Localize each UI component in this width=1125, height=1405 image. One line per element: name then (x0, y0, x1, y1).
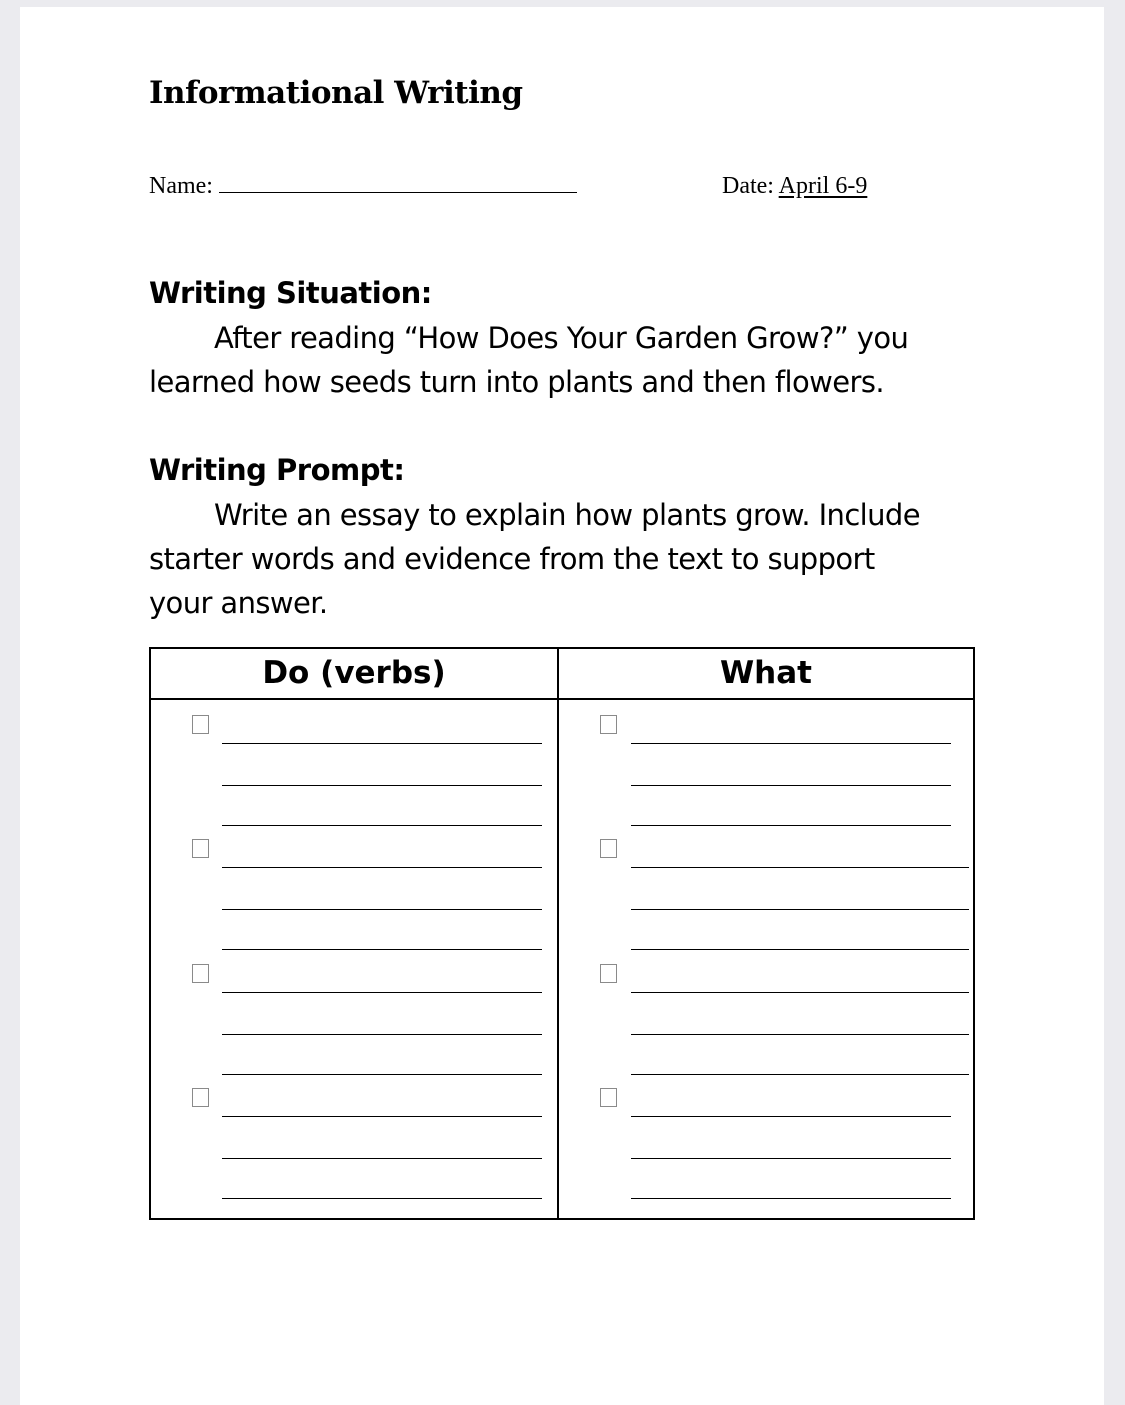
writing-situation-heading: Writing Situation: (149, 276, 432, 310)
what-answer-line[interactable] (631, 1034, 969, 1035)
do-answer-line[interactable] (222, 825, 542, 826)
what-checkbox-4[interactable] (600, 1088, 617, 1107)
what-answer-line[interactable] (631, 1158, 951, 1159)
do-answer-line[interactable] (222, 1198, 542, 1199)
what-checkbox-2[interactable] (600, 839, 617, 858)
prompt-line-1: Write an essay to explain how plants grow. Include (214, 498, 920, 532)
name-blank-line[interactable] (219, 174, 577, 193)
header-divider (151, 698, 973, 700)
what-answer-line[interactable] (631, 867, 969, 868)
do-answer-line[interactable] (222, 867, 542, 868)
what-answer-line[interactable] (631, 1074, 969, 1075)
what-answer-line[interactable] (631, 743, 951, 744)
situation-line-2: learned how seeds turn into plants and then flowers. (149, 365, 884, 399)
do-answer-line[interactable] (222, 1034, 542, 1035)
name-field (149, 173, 577, 200)
do-answer-line[interactable] (222, 785, 542, 786)
what-answer-line[interactable] (631, 1198, 951, 1199)
date-label: Date: (722, 173, 774, 199)
what-answer-line[interactable] (631, 992, 969, 993)
what-column-header: What (719, 655, 812, 691)
do-answer-line[interactable] (222, 992, 542, 993)
prompt-line-2: starter words and evidence from the text to support (149, 542, 875, 576)
do-answer-line[interactable] (222, 743, 542, 744)
writing-prompt-text (149, 493, 920, 625)
what-checkbox-3[interactable] (600, 964, 617, 983)
worksheet-title: Informational Writing (149, 75, 523, 111)
do-answer-line[interactable] (222, 1158, 542, 1159)
name-label: Name: (149, 173, 213, 199)
worksheet-page (20, 7, 1104, 1405)
date-field (722, 173, 867, 200)
date-value: April 6-9 (778, 173, 868, 199)
writing-situation-text (149, 316, 908, 404)
do-answer-line[interactable] (222, 909, 542, 910)
situation-line-1: After reading “How Does Your Garden Grow?” you (214, 321, 909, 355)
what-checkbox-1[interactable] (600, 715, 617, 734)
do-answer-line[interactable] (222, 1116, 542, 1117)
do-verbs-column-header: Do (verbs) (262, 655, 446, 691)
what-answer-line[interactable] (631, 909, 969, 910)
do-answer-line[interactable] (222, 1074, 542, 1075)
do-checkbox-4[interactable] (192, 1088, 209, 1107)
do-checkbox-1[interactable] (192, 715, 209, 734)
what-answer-line[interactable] (631, 825, 951, 826)
prompt-line-3: your answer. (149, 586, 328, 620)
what-answer-line[interactable] (631, 785, 951, 786)
do-answer-line[interactable] (222, 949, 542, 950)
do-checkbox-3[interactable] (192, 964, 209, 983)
planning-table (149, 647, 975, 1220)
column-divider (557, 649, 559, 1218)
what-answer-line[interactable] (631, 949, 969, 950)
do-checkbox-2[interactable] (192, 839, 209, 858)
writing-prompt-heading: Writing Prompt: (149, 453, 405, 487)
what-answer-line[interactable] (631, 1116, 951, 1117)
